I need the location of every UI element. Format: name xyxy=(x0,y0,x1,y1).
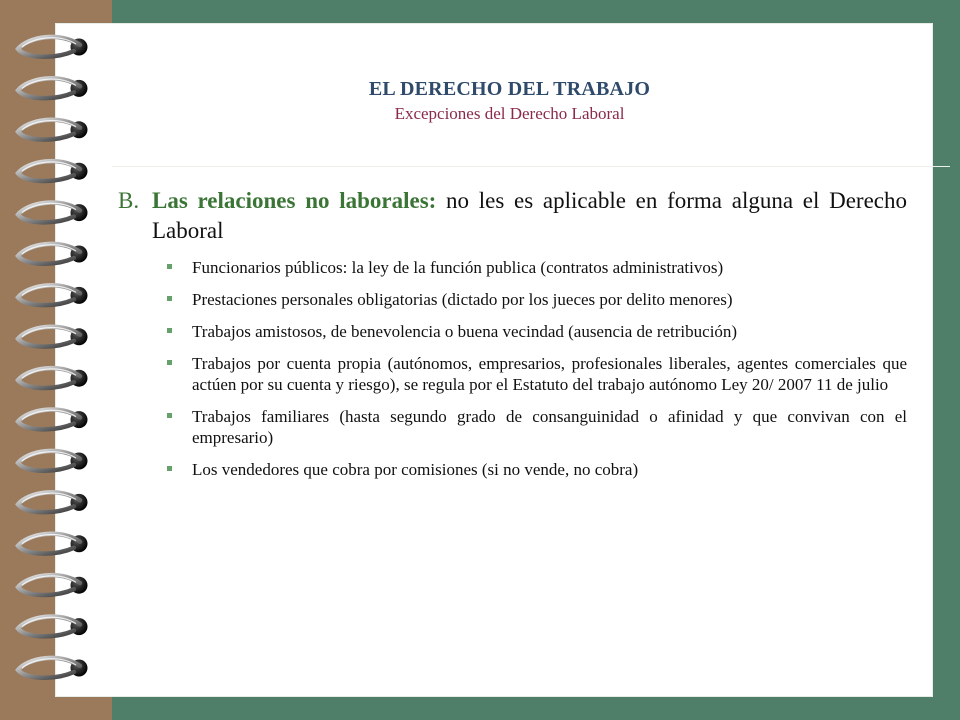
spiral-ring-icon xyxy=(18,327,88,347)
spiral-ring-icon xyxy=(18,492,88,512)
square-bullet-icon xyxy=(164,321,192,342)
square-bullet-icon xyxy=(164,353,192,395)
spiral-ring-icon xyxy=(18,410,88,430)
list-item-text: Trabajos familiares (hasta segundo grado de consanguinidad o afinidad y que convivan con el empresario) xyxy=(192,407,907,447)
spiral-ring-icon xyxy=(18,203,88,223)
square-bullet-icon xyxy=(164,459,192,480)
list-item-text: Prestaciones personales obligatorias (dictado por los jueces por delito menores) xyxy=(192,290,733,309)
list-item-text: Los vendedores que cobra por comisiones (si no vende, no cobra) xyxy=(192,460,639,479)
list-item xyxy=(164,353,907,395)
spiral-ring-icon xyxy=(18,37,88,57)
spiral-ring-icon xyxy=(18,244,88,264)
list-item xyxy=(164,289,907,310)
section-b xyxy=(118,186,907,246)
spiral-ring-icon xyxy=(18,658,88,678)
section-letter: B. xyxy=(118,188,140,213)
spiral-ring-icon xyxy=(18,368,88,388)
list-item-text: Trabajos amistosos, de benevolencia o buena vecindad (ausencia de retribución) xyxy=(192,322,738,341)
section-description: no les es aplicable en forma alguna el Derecho Laboral xyxy=(152,188,908,243)
spiral-binding xyxy=(0,0,110,720)
spiral-ring-icon xyxy=(18,285,88,305)
square-bullet-icon xyxy=(164,289,192,310)
spiral-ring-icon xyxy=(18,161,88,181)
section-heading: Las relaciones no laborales: xyxy=(152,188,437,213)
exceptions-list xyxy=(164,257,907,491)
title-block xyxy=(112,78,907,126)
list-item xyxy=(164,257,907,278)
spiral-ring-icon xyxy=(18,575,88,595)
list-item-text: Funcionarios públicos: la ley de la función publica (contratos administrativos) xyxy=(192,258,724,277)
title-divider xyxy=(112,166,950,167)
spiral-ring-icon xyxy=(18,617,88,637)
list-item xyxy=(164,321,907,342)
section-text-block xyxy=(152,186,907,246)
spiral-ring-icon xyxy=(18,120,88,140)
page-title: EL DERECHO DEL TRABAJO xyxy=(368,78,651,100)
page-subtitle: Excepciones del Derecho Laboral xyxy=(394,104,625,123)
list-item-text: Trabajos por cuenta propia (autónomos, empresarios, profesionales liberales, agentes comerciales que actúen por su cuenta y riesgo), se regula por el Estatuto del trabajo autónomo Ley 20/ 2007 11 de julio xyxy=(192,354,907,394)
square-bullet-icon xyxy=(164,257,192,278)
spiral-ring-icon xyxy=(18,451,88,471)
list-item xyxy=(164,459,907,480)
square-bullet-icon xyxy=(164,406,192,448)
list-item xyxy=(164,406,907,448)
spiral-ring-icon xyxy=(18,534,88,554)
spiral-ring-icon xyxy=(18,78,88,98)
